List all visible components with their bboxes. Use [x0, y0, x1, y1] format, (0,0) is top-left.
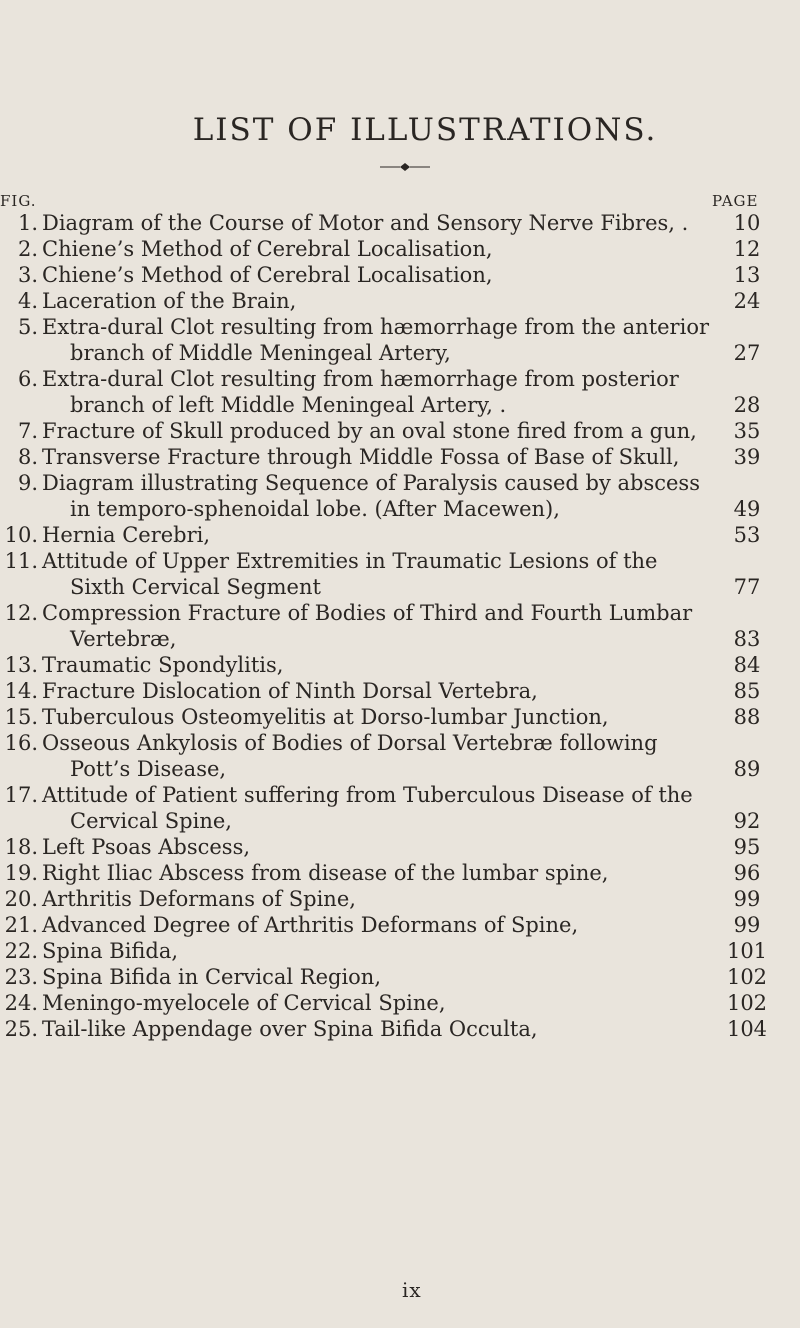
page-title: LIST OF ILLUSTRATIONS.	[192, 112, 658, 148]
figure-caption: Tuberculous Osteomyelitis at Dorso-lumbar Junction,	[42, 705, 609, 729]
figure-number: 10.	[4, 523, 38, 547]
figure-number: 19.	[4, 861, 38, 885]
illustration-list	[0, 210, 800, 1042]
figure-caption: Right Iliac Abscess from disease of the lumbar spine,	[42, 861, 609, 885]
list-item	[0, 1016, 800, 1042]
figure-number: 4.	[17, 289, 38, 313]
figure-number: 17.	[4, 783, 38, 807]
page-reference: 96	[733, 861, 761, 885]
figure-number: 25.	[4, 1017, 38, 1041]
figure-caption: Fracture of Skull produced by an oval stone fired from a gun,	[42, 419, 697, 443]
entry-line	[0, 548, 800, 574]
entry-line	[0, 418, 800, 444]
figure-number: 16.	[4, 731, 38, 755]
figure-number: 20.	[4, 887, 38, 911]
figure-caption: Left Psoas Abscess,	[42, 835, 251, 859]
page-column-label: PAGE	[712, 192, 759, 210]
page-reference: 83	[733, 627, 761, 651]
entry-line	[0, 756, 800, 782]
figure-caption: branch of left Middle Meningeal Artery, .	[70, 393, 507, 417]
figure-caption: Laceration of the Brain,	[42, 289, 297, 313]
page-reference: 12	[733, 237, 761, 261]
entry-line	[0, 938, 800, 964]
fig-column-label: FIG.	[0, 192, 37, 210]
entry-line	[0, 782, 800, 808]
figure-number: 18.	[4, 835, 38, 859]
page-reference: 95	[733, 835, 761, 859]
figure-caption: Osseous Ankylosis of Bodies of Dorsal Vertebræ following	[42, 731, 658, 755]
figure-caption: Spina Bifida in Cervical Region,	[42, 965, 382, 989]
page-reference: 99	[733, 913, 761, 937]
figure-caption: Diagram of the Course of Motor and Sensory Nerve Fibres, .	[42, 211, 689, 235]
page-reference: 102	[726, 991, 768, 1015]
entry-line	[0, 522, 800, 548]
figure-caption: Hernia Cerebri,	[42, 523, 211, 547]
entry-line	[0, 600, 800, 626]
figure-number: 15.	[4, 705, 38, 729]
list-item	[0, 860, 800, 886]
figure-caption: Advanced Degree of Arthritis Deformans of Spine,	[42, 913, 579, 937]
list-item	[0, 938, 800, 964]
figure-caption: Cervical Spine,	[70, 809, 232, 833]
page-reference: 84	[733, 653, 761, 677]
page-reference: 28	[733, 393, 761, 417]
entry-line	[0, 678, 800, 704]
entry-line	[0, 470, 800, 496]
entry-line	[0, 366, 800, 392]
list-item	[0, 366, 800, 418]
list-item	[0, 730, 800, 782]
figure-caption: in temporo-sphenoidal lobe. (After Macewen),	[70, 497, 560, 521]
list-item	[0, 886, 800, 912]
page-reference: 92	[733, 809, 761, 833]
figure-number: 14.	[4, 679, 38, 703]
list-item	[0, 262, 800, 288]
figure-caption: Extra-dural Clot resulting from hæmorrhage from posterior	[42, 367, 679, 391]
entry-line	[0, 912, 800, 938]
figure-number: 24.	[4, 991, 38, 1015]
entry-line	[0, 496, 800, 522]
entry-line	[0, 1016, 800, 1042]
list-item	[0, 990, 800, 1016]
entry-line	[0, 444, 800, 470]
page-reference: 85	[733, 679, 761, 703]
page-number: ix	[402, 1278, 422, 1302]
list-item	[0, 704, 800, 730]
figure-caption: Pott’s Disease,	[70, 757, 227, 781]
entry-line	[0, 964, 800, 990]
entry-line	[0, 990, 800, 1016]
entry-line	[0, 652, 800, 678]
list-item	[0, 418, 800, 444]
figure-caption: Traumatic Spondylitis,	[42, 653, 284, 677]
figure-number: 5.	[17, 315, 38, 339]
entry-line	[0, 288, 800, 314]
page-reference: 102	[726, 965, 768, 989]
page-reference: 101	[726, 939, 768, 963]
list-item	[0, 600, 800, 652]
entry-line	[0, 834, 800, 860]
figure-caption: Vertebræ,	[70, 627, 177, 651]
page-reference: 89	[733, 757, 761, 781]
figure-number: 1.	[17, 211, 38, 235]
page-reference: 104	[726, 1017, 768, 1041]
figure-caption: Fracture Dislocation of Ninth Dorsal Vertebra,	[42, 679, 538, 703]
page-reference: 39	[733, 445, 761, 469]
figure-number: 7.	[17, 419, 38, 443]
figure-number: 8.	[17, 445, 38, 469]
page-reference: 49	[733, 497, 761, 521]
list-item	[0, 444, 800, 470]
figure-caption: Compression Fracture of Bodies of Third and Fourth Lumbar	[42, 601, 693, 625]
list-item	[0, 236, 800, 262]
page-reference: 10	[733, 211, 761, 235]
figure-caption: Sixth Cervical Segment	[70, 575, 321, 599]
list-item	[0, 522, 800, 548]
figure-caption: Attitude of Patient suffering from Tuberculous Disease of the	[42, 783, 693, 807]
page-reference: 13	[733, 263, 761, 287]
entry-line	[0, 808, 800, 834]
figure-number: 21.	[4, 913, 38, 937]
entry-line	[0, 704, 800, 730]
figure-caption: Diagram illustrating Sequence of Paralysis caused by abscess	[42, 471, 700, 495]
figure-caption: Spina Bifida,	[42, 939, 179, 963]
figure-caption: Chiene’s Method of Cerebral Localisation,	[42, 237, 493, 261]
list-item	[0, 652, 800, 678]
figure-caption: Attitude of Upper Extremities in Traumatic Lesions of the	[42, 549, 658, 573]
list-item	[0, 782, 800, 834]
list-item	[0, 834, 800, 860]
figure-caption: Extra-dural Clot resulting from hæmorrhage from the anterior	[42, 315, 709, 339]
figure-number: 3.	[17, 263, 38, 287]
figure-number: 6.	[17, 367, 38, 391]
figure-caption: Meningo-myelocele of Cervical Spine,	[42, 991, 446, 1015]
entry-line	[0, 392, 800, 418]
entry-line	[0, 210, 800, 236]
page-reference: 99	[733, 887, 761, 911]
entry-line	[0, 886, 800, 912]
figure-caption: Chiene’s Method of Cerebral Localisation,	[42, 263, 493, 287]
figure-number: 2.	[17, 237, 38, 261]
title-ornament	[380, 162, 430, 172]
figure-caption: Tail-like Appendage over Spina Bifida Occulta,	[42, 1017, 538, 1041]
page-reference: 88	[733, 705, 761, 729]
entry-line	[0, 860, 800, 886]
figure-number: 23.	[4, 965, 38, 989]
entry-line	[0, 236, 800, 262]
page-reference: 27	[733, 341, 761, 365]
list-item	[0, 288, 800, 314]
page-reference: 53	[733, 523, 761, 547]
figure-number: 11.	[4, 549, 38, 573]
list-item	[0, 912, 800, 938]
entry-line	[0, 340, 800, 366]
list-item	[0, 964, 800, 990]
list-item	[0, 470, 800, 522]
list-item	[0, 314, 800, 366]
figure-caption: branch of Middle Meningeal Artery,	[70, 341, 451, 365]
list-item	[0, 548, 800, 600]
figure-number: 9.	[17, 471, 38, 495]
page-reference: 35	[733, 419, 761, 443]
entry-line	[0, 314, 800, 340]
figure-number: 12.	[4, 601, 38, 625]
list-item	[0, 678, 800, 704]
page-reference: 24	[733, 289, 761, 313]
page-reference: 77	[733, 575, 761, 599]
entry-line	[0, 262, 800, 288]
entry-line	[0, 626, 800, 652]
entry-line	[0, 574, 800, 600]
figure-number: 13.	[4, 653, 38, 677]
figure-number: 22.	[4, 939, 38, 963]
list-item	[0, 210, 800, 236]
figure-caption: Transverse Fracture through Middle Fossa of Base of Skull,	[42, 445, 680, 469]
figure-caption: Arthritis Deformans of Spine,	[42, 887, 356, 911]
entry-line	[0, 730, 800, 756]
